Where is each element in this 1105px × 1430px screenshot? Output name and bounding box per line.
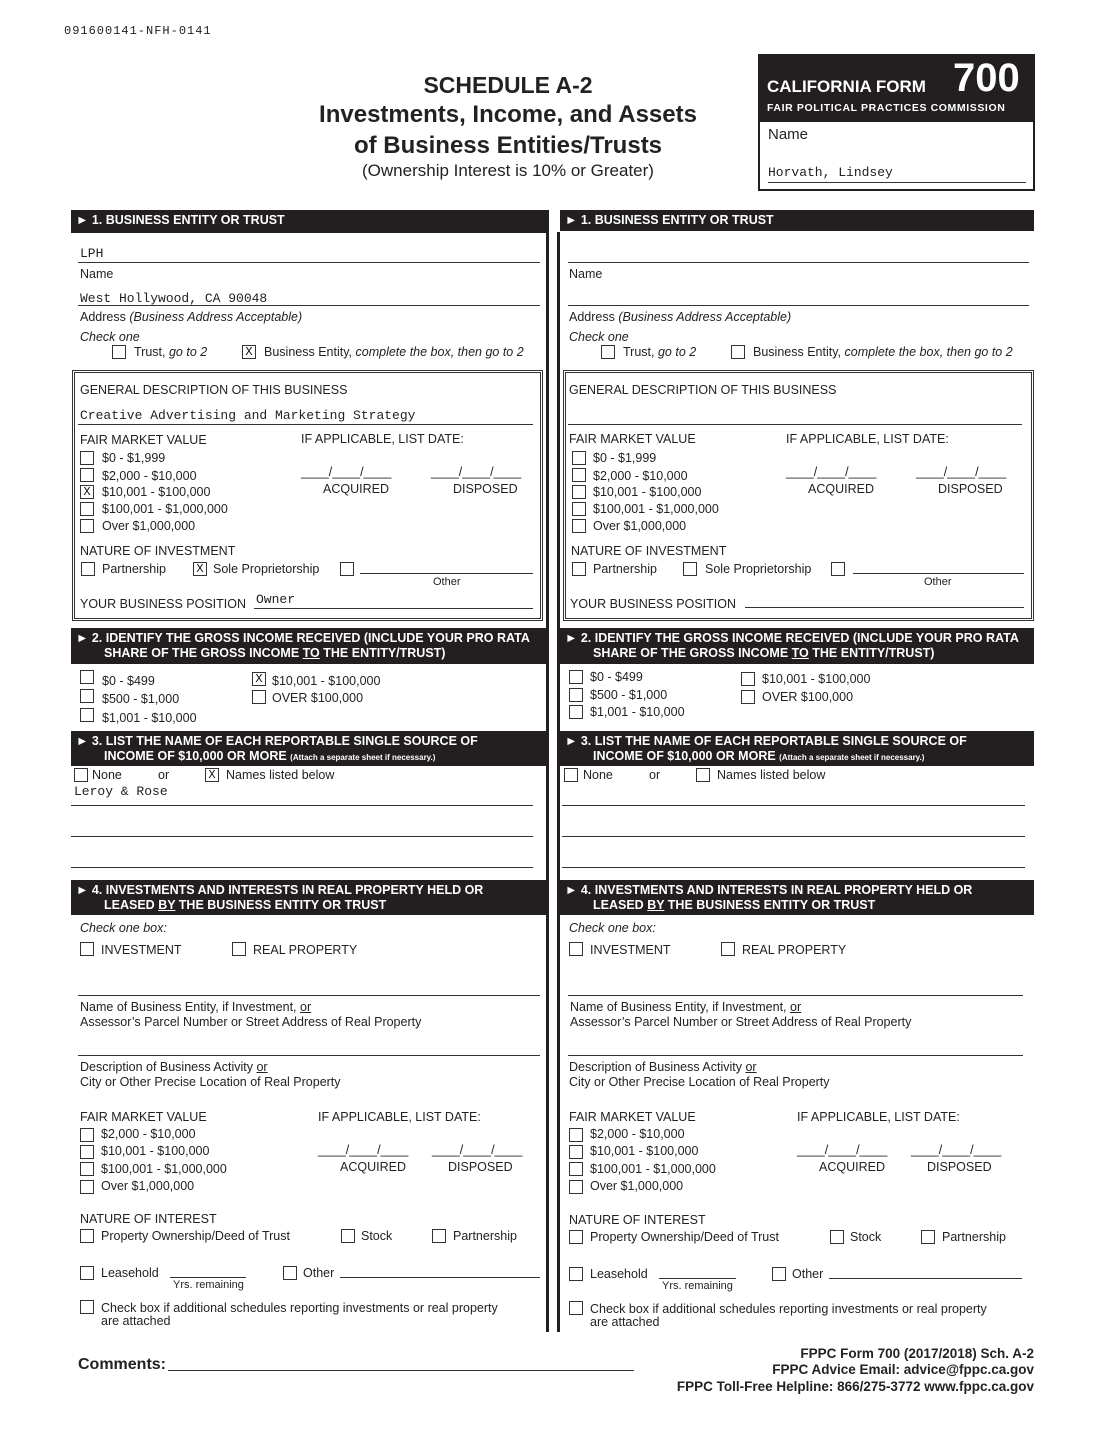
list-date-label-2: IF APPLICABLE, LIST DATE: xyxy=(786,432,949,446)
s4-other-label: Other xyxy=(303,1266,335,1280)
acquired-label: ACQUIRED xyxy=(323,482,389,496)
s4-acquired-label: ACQUIRED xyxy=(340,1160,406,1174)
sole-proprietorship-label: Sole Proprietorship xyxy=(213,562,320,576)
s4-acquired-date-field[interactable]: ____/____/____ xyxy=(318,1143,409,1157)
business-entity-name-label-2: Name of Business Entity, if Investment, or xyxy=(570,1000,802,1014)
property-ownership-checkbox-2[interactable] xyxy=(569,1230,583,1244)
entity-address-field[interactable]: West Hollywood, CA 90048 xyxy=(80,291,268,306)
schedule-title: SCHEDULE A-2 xyxy=(423,72,593,98)
income-checkbox-2[interactable] xyxy=(80,689,94,703)
form-reference: FPPC Form 700 (2017/2018) Sch. A-2 xyxy=(800,1346,1034,1361)
trust-checkbox[interactable] xyxy=(112,345,126,359)
fmv-checkbox-1[interactable] xyxy=(80,451,94,465)
section2-header-right: ► 2. IDENTIFY THE GROSS INCOME RECEIVED (INCLUDE YOUR PRO RATA SHARE OF THE GROSS INCOME TO THE ENTITY/TRUST) xyxy=(560,628,1034,664)
address-label: Address xyxy=(80,310,126,324)
comments-label: Comments: xyxy=(78,1356,167,1373)
address-note-2: (Business Address Acceptable) xyxy=(618,310,792,324)
income-option-4-2: $10,001 - $100,000 xyxy=(762,672,871,686)
general-description-label-2: GENERAL DESCRIPTION OF THIS BUSINESS xyxy=(569,383,837,397)
income-checkbox-5-2[interactable] xyxy=(741,690,755,704)
other-investment-field[interactable] xyxy=(360,573,533,574)
fmv-label: FAIR MARKET VALUE xyxy=(80,433,207,447)
business-entity-label-2: Business Entity, complete the box, then go to 2 xyxy=(753,345,1013,359)
other-investment-checkbox[interactable] xyxy=(340,562,354,576)
s4-fmv-option-2: $10,001 - $100,000 xyxy=(101,1144,210,1158)
s4-fmv-option-3: $100,001 - $1,000,000 xyxy=(101,1162,227,1176)
leasehold-label: Leasehold xyxy=(101,1266,159,1280)
additional-schedules-label-2-2: are attached xyxy=(590,1315,660,1329)
helpline: FPPC Toll-Free Helpline: 866/275-3772 www.fppc.ca.gov xyxy=(676,1379,1034,1394)
check-one-label-2: Check one xyxy=(569,330,629,344)
partnership-label: Partnership xyxy=(102,562,166,576)
disposed-label: DISPOSED xyxy=(453,482,518,496)
section4-header-right: ► 4. INVESTMENTS AND INTERESTS IN REAL PROPERTY HELD OR LEASED BY THE BUSINESS ENTITY OR TRUST xyxy=(560,880,1034,915)
california-form-label: CALIFORNIA FORM xyxy=(767,77,926,96)
business-entity-checkbox[interactable]: X xyxy=(242,345,256,359)
partnership-checkbox-2[interactable] xyxy=(572,562,586,576)
additional-schedules-label-1-2: Check box if additional schedules reporting investments or real property xyxy=(590,1302,987,1316)
fmv-option-1-2: $0 - $1,999 xyxy=(593,451,657,465)
name-label-2: Name xyxy=(569,267,603,281)
s4-disposed-date-field-2[interactable]: ____/____/____ xyxy=(911,1143,1002,1157)
s4-other-label-2: Other xyxy=(792,1267,824,1281)
business-entity-label: Business Entity, complete the box, then go to 2 xyxy=(264,345,524,359)
business-entity-name-field-2[interactable] xyxy=(568,995,1023,996)
form-badge xyxy=(758,54,1035,191)
or-label-2: or xyxy=(649,768,661,782)
s4-other-checkbox-2[interactable] xyxy=(772,1267,786,1281)
none-checkbox-2[interactable] xyxy=(564,768,578,782)
s4-fmv-checkbox-4-2[interactable] xyxy=(569,1180,583,1194)
fmv-checkbox-5[interactable] xyxy=(80,519,94,533)
investment-checkbox-2[interactable] xyxy=(569,942,583,956)
list-date-label: IF APPLICABLE, LIST DATE: xyxy=(301,432,464,446)
s4-partnership-label-2: Partnership xyxy=(942,1230,1006,1244)
fmv-option-3-2: $10,001 - $100,000 xyxy=(593,485,702,499)
fmv-option-3: $10,001 - $100,000 xyxy=(102,485,211,499)
s4-list-date-label: IF APPLICABLE, LIST DATE: xyxy=(318,1110,481,1124)
years-remaining-label: Yrs. remaining xyxy=(173,1279,244,1291)
schedule-subtitle-3: (Ownership Interest is 10% or Greater) xyxy=(362,161,654,180)
section4-header-left: ► 4. INVESTMENTS AND INTERESTS IN REAL PROPERTY HELD OR LEASED BY THE BUSINESS ENTITY OR TRUST xyxy=(71,880,549,915)
address-label-2: Address xyxy=(569,310,615,324)
additional-schedules-checkbox[interactable] xyxy=(80,1300,94,1314)
parcel-number-label: Assessor’s Parcel Number or Street Address of Real Property xyxy=(80,1015,422,1029)
income-option-5: OVER $100,000 xyxy=(272,691,364,705)
fmv-option-1: $0 - $1,999 xyxy=(102,451,166,465)
s4-fmv-option-1-2: $2,000 - $10,000 xyxy=(590,1127,685,1141)
property-ownership-label: Property Ownership/Deed of Trust xyxy=(101,1229,290,1243)
schedule-subtitle-1: Investments, Income, and Assets xyxy=(319,101,697,128)
s4-disposed-label-2: DISPOSED xyxy=(927,1160,992,1174)
nature-of-interest-label-2: NATURE OF INTEREST xyxy=(569,1213,706,1227)
s4-disposed-label: DISPOSED xyxy=(448,1160,513,1174)
none-label-2: None xyxy=(583,768,613,782)
check-one-box-label-2: Check one box: xyxy=(569,921,656,935)
acquired-label-2: ACQUIRED xyxy=(808,482,874,496)
names-listed-label: Names listed below xyxy=(226,768,335,782)
s4-partnership-checkbox-2[interactable] xyxy=(921,1230,935,1244)
advice-email: FPPC Advice Email: advice@fppc.ca.gov xyxy=(772,1362,1034,1377)
fmv-option-5-2: Over $1,000,000 xyxy=(593,519,687,533)
column-divider-right xyxy=(557,232,560,1332)
s4-acquired-date-field-2[interactable]: ____/____/____ xyxy=(797,1143,888,1157)
stock-label-2: Stock xyxy=(850,1230,882,1244)
or-label: or xyxy=(158,768,170,782)
investment-label-2: INVESTMENT xyxy=(590,943,671,957)
business-activity-label-2: Description of Business Activity or xyxy=(569,1060,757,1074)
partnership-checkbox[interactable] xyxy=(81,562,95,576)
names-listed-checkbox[interactable]: X xyxy=(205,768,219,782)
business-position-label: YOUR BUSINESS POSITION xyxy=(80,597,247,611)
sole-proprietorship-checkbox[interactable]: X xyxy=(193,562,207,576)
names-listed-label-2: Names listed below xyxy=(717,768,826,782)
business-entity-name-field[interactable] xyxy=(78,995,540,996)
business-activity-field[interactable] xyxy=(78,1055,540,1056)
additional-schedules-label: Check box if additional schedules reporting investments or real property xyxy=(101,1301,498,1315)
s4-list-date-label-2: IF APPLICABLE, LIST DATE: xyxy=(797,1110,960,1124)
income-checkbox-3-2[interactable] xyxy=(569,705,583,719)
general-description-field[interactable]: Creative Advertising and Marketing Strategy xyxy=(80,408,416,423)
investment-label: INVESTMENT xyxy=(101,943,182,957)
leasehold-label-2: Leasehold xyxy=(590,1267,648,1281)
s4-fmv-checkbox-1-2[interactable] xyxy=(569,1128,583,1142)
business-entity-name-label: Name of Business Entity, if Investment, or xyxy=(80,1000,312,1014)
column-divider-left xyxy=(546,232,549,1332)
s4-other-field-2[interactable] xyxy=(829,1278,1022,1279)
real-property-checkbox-2[interactable] xyxy=(721,942,735,956)
acquired-date-field[interactable]: ____/____/____ xyxy=(301,465,392,479)
income-checkbox-5[interactable] xyxy=(252,690,266,704)
income-option-4: $10,001 - $100,000 xyxy=(272,674,381,688)
s4-fmv-option-4: Over $1,000,000 xyxy=(101,1179,195,1193)
business-entity-checkbox-2[interactable] xyxy=(731,345,745,359)
fmv-checkbox-2-2[interactable] xyxy=(572,468,586,482)
income-checkbox-4-2[interactable] xyxy=(741,672,755,686)
income-option-2: $500 - $1,000 xyxy=(102,692,180,706)
section3-header-left: ► 3. LIST THE NAME OF EACH REPORTABLE SINGLE SOURCE OF INCOME OF $10,000 OR MORE (Attach a separate sheet if necessary.) xyxy=(71,731,549,766)
years-remaining-label-2: Yrs. remaining xyxy=(662,1280,733,1292)
disposed-label-2: DISPOSED xyxy=(938,482,1003,496)
income-option-5-2: OVER $100,000 xyxy=(762,690,854,704)
s4-fmv-checkbox-2-2[interactable] xyxy=(569,1145,583,1159)
sole-proprietorship-label-2: Sole Proprietorship xyxy=(705,562,812,576)
trust-label-2: Trust, go to 2 xyxy=(623,345,697,359)
section3-header-right: ► 3. LIST THE NAME OF EACH REPORTABLE SINGLE SOURCE OF INCOME OF $10,000 OR MORE (Attach a separate sheet if necessary.) xyxy=(560,731,1034,766)
section1-header-left: ► 1. BUSINESS ENTITY OR TRUST xyxy=(71,210,549,233)
stock-checkbox[interactable] xyxy=(341,1229,355,1243)
income-option-1-2: $0 - $499 xyxy=(590,670,643,684)
disposed-date-field-2[interactable]: ____/____/____ xyxy=(916,465,1007,479)
fmv-checkbox-3[interactable]: X xyxy=(80,485,94,499)
business-position-field[interactable]: Owner xyxy=(256,592,296,607)
s4-fmv-option-3-2: $100,001 - $1,000,000 xyxy=(590,1162,716,1176)
comments-field[interactable] xyxy=(168,1370,634,1371)
property-location-label: City or Other Precise Location of Real Property xyxy=(80,1075,341,1089)
income-option-3: $1,001 - $10,000 xyxy=(102,711,197,725)
disposed-date-field[interactable]: ____/____/____ xyxy=(431,465,522,479)
fmv-option-2: $2,000 - $10,000 xyxy=(102,469,197,483)
filer-name-field[interactable]: Horvath, Lindsey xyxy=(768,165,893,180)
income-option-1: $0 - $499 xyxy=(102,674,155,688)
income-source-line-1[interactable]: Leroy & Rose xyxy=(74,784,168,799)
income-checkbox-2-2[interactable] xyxy=(569,688,583,702)
other-label-2: Other xyxy=(924,576,952,588)
sole-proprietorship-checkbox-2[interactable] xyxy=(683,562,697,576)
general-description-label: GENERAL DESCRIPTION OF THIS BUSINESS xyxy=(80,383,348,397)
fmv-checkbox-2[interactable] xyxy=(80,468,94,482)
real-property-checkbox[interactable] xyxy=(232,942,246,956)
leasehold-checkbox[interactable] xyxy=(80,1266,94,1280)
acquired-date-field-2[interactable]: ____/____/____ xyxy=(786,465,877,479)
income-checkbox-1-2[interactable] xyxy=(569,670,583,684)
schedule-subtitle-2: of Business Entities/Trusts xyxy=(353,132,663,159)
fmv-option-4: $100,001 - $1,000,000 xyxy=(102,502,228,516)
s4-acquired-label-2: ACQUIRED xyxy=(819,1160,885,1174)
stock-label: Stock xyxy=(361,1229,393,1243)
fmv-label-2: FAIR MARKET VALUE xyxy=(569,432,696,446)
partnership-label-2: Partnership xyxy=(593,562,657,576)
s4-fmv-checkbox-1[interactable] xyxy=(80,1128,94,1142)
address-note: (Business Address Acceptable) xyxy=(129,310,303,324)
income-checkbox-3[interactable] xyxy=(80,708,94,722)
check-one-label: Check one xyxy=(80,330,140,344)
other-investment-field-2[interactable] xyxy=(853,573,1024,574)
fmv-checkbox-3-2[interactable] xyxy=(572,485,586,499)
s4-other-checkbox[interactable] xyxy=(283,1266,297,1280)
fmv-checkbox-4-2[interactable] xyxy=(572,502,586,516)
trust-checkbox-2[interactable] xyxy=(601,345,615,359)
fmv-option-2-2: $2,000 - $10,000 xyxy=(593,469,688,483)
real-property-label-2: REAL PROPERTY xyxy=(742,943,847,957)
nature-of-investment-label: NATURE OF INVESTMENT xyxy=(80,544,236,558)
s4-fmv-checkbox-3-2[interactable] xyxy=(569,1162,583,1176)
nature-of-investment-label-2: NATURE OF INVESTMENT xyxy=(571,544,727,558)
s4-fmv-checkbox-4[interactable] xyxy=(80,1180,94,1194)
s4-fmv-option-4-2: Over $1,000,000 xyxy=(590,1179,684,1193)
section1-header-right: ► 1. BUSINESS ENTITY OR TRUST xyxy=(560,210,1034,231)
none-checkbox[interactable] xyxy=(74,768,88,782)
real-property-label: REAL PROPERTY xyxy=(253,943,358,957)
other-label: Other xyxy=(433,576,461,588)
s4-other-field[interactable] xyxy=(340,1277,540,1278)
name-label: Name xyxy=(80,267,114,281)
s4-fmv-label: FAIR MARKET VALUE xyxy=(80,1110,207,1124)
filer-name-label: Name xyxy=(768,126,809,143)
s4-fmv-label-2: FAIR MARKET VALUE xyxy=(569,1110,696,1124)
other-investment-checkbox-2[interactable] xyxy=(831,562,845,576)
property-location-label-2: City or Other Precise Location of Real Property xyxy=(569,1075,830,1089)
years-remaining-field[interactable] xyxy=(170,1277,246,1278)
stock-checkbox-2[interactable] xyxy=(830,1230,844,1244)
form-number: 700 xyxy=(953,56,1020,100)
s4-fmv-option-1: $2,000 - $10,000 xyxy=(101,1127,196,1141)
fmv-option-4-2: $100,001 - $1,000,000 xyxy=(593,502,719,516)
commission-label: FAIR POLITICAL PRACTICES COMMISSION xyxy=(767,102,1006,114)
s4-disposed-date-field[interactable]: ____/____/____ xyxy=(432,1143,523,1157)
none-label: None xyxy=(92,768,122,782)
investment-checkbox[interactable] xyxy=(80,942,94,956)
fmv-checkbox-1-2[interactable] xyxy=(572,451,586,465)
fmv-checkbox-5-2[interactable] xyxy=(572,519,586,533)
s4-fmv-checkbox-2[interactable] xyxy=(80,1145,94,1159)
entity-name-field[interactable]: LPH xyxy=(80,246,104,261)
income-checkbox-4[interactable]: X xyxy=(252,672,266,686)
nature-of-interest-label: NATURE OF INTEREST xyxy=(80,1212,217,1226)
fmv-option-5: Over $1,000,000 xyxy=(102,519,196,533)
s4-fmv-option-2-2: $10,001 - $100,000 xyxy=(590,1144,699,1158)
s4-partnership-label: Partnership xyxy=(453,1229,517,1243)
years-remaining-field-2[interactable] xyxy=(659,1278,736,1279)
additional-schedules-label-2: are attached xyxy=(101,1314,171,1328)
check-one-box-label: Check one box: xyxy=(80,921,167,935)
income-option-3-2: $1,001 - $10,000 xyxy=(590,705,685,719)
document-id: 091600141-NFH-0141 xyxy=(64,24,212,38)
property-ownership-checkbox[interactable] xyxy=(80,1229,94,1243)
business-activity-field-2[interactable] xyxy=(568,1055,1023,1056)
names-listed-checkbox-2[interactable] xyxy=(696,768,710,782)
income-checkbox-1[interactable] xyxy=(80,670,94,684)
section2-header-left: ► 2. IDENTIFY THE GROSS INCOME RECEIVED (INCLUDE YOUR PRO RATA SHARE OF THE GROSS INCOME TO THE ENTITY/TRUST) xyxy=(71,628,549,664)
income-option-2-2: $500 - $1,000 xyxy=(590,688,668,702)
parcel-number-label-2: Assessor’s Parcel Number or Street Address of Real Property xyxy=(570,1015,912,1029)
additional-schedules-checkbox-2[interactable] xyxy=(569,1301,583,1315)
business-position-label-2: YOUR BUSINESS POSITION xyxy=(570,597,737,611)
s4-partnership-checkbox[interactable] xyxy=(432,1229,446,1243)
leasehold-checkbox-2[interactable] xyxy=(569,1267,583,1281)
fmv-checkbox-4[interactable] xyxy=(80,502,94,516)
business-activity-label: Description of Business Activity or xyxy=(80,1060,268,1074)
property-ownership-label-2: Property Ownership/Deed of Trust xyxy=(590,1230,779,1244)
s4-fmv-checkbox-3[interactable] xyxy=(80,1162,94,1176)
trust-label: Trust, go to 2 xyxy=(134,345,208,359)
